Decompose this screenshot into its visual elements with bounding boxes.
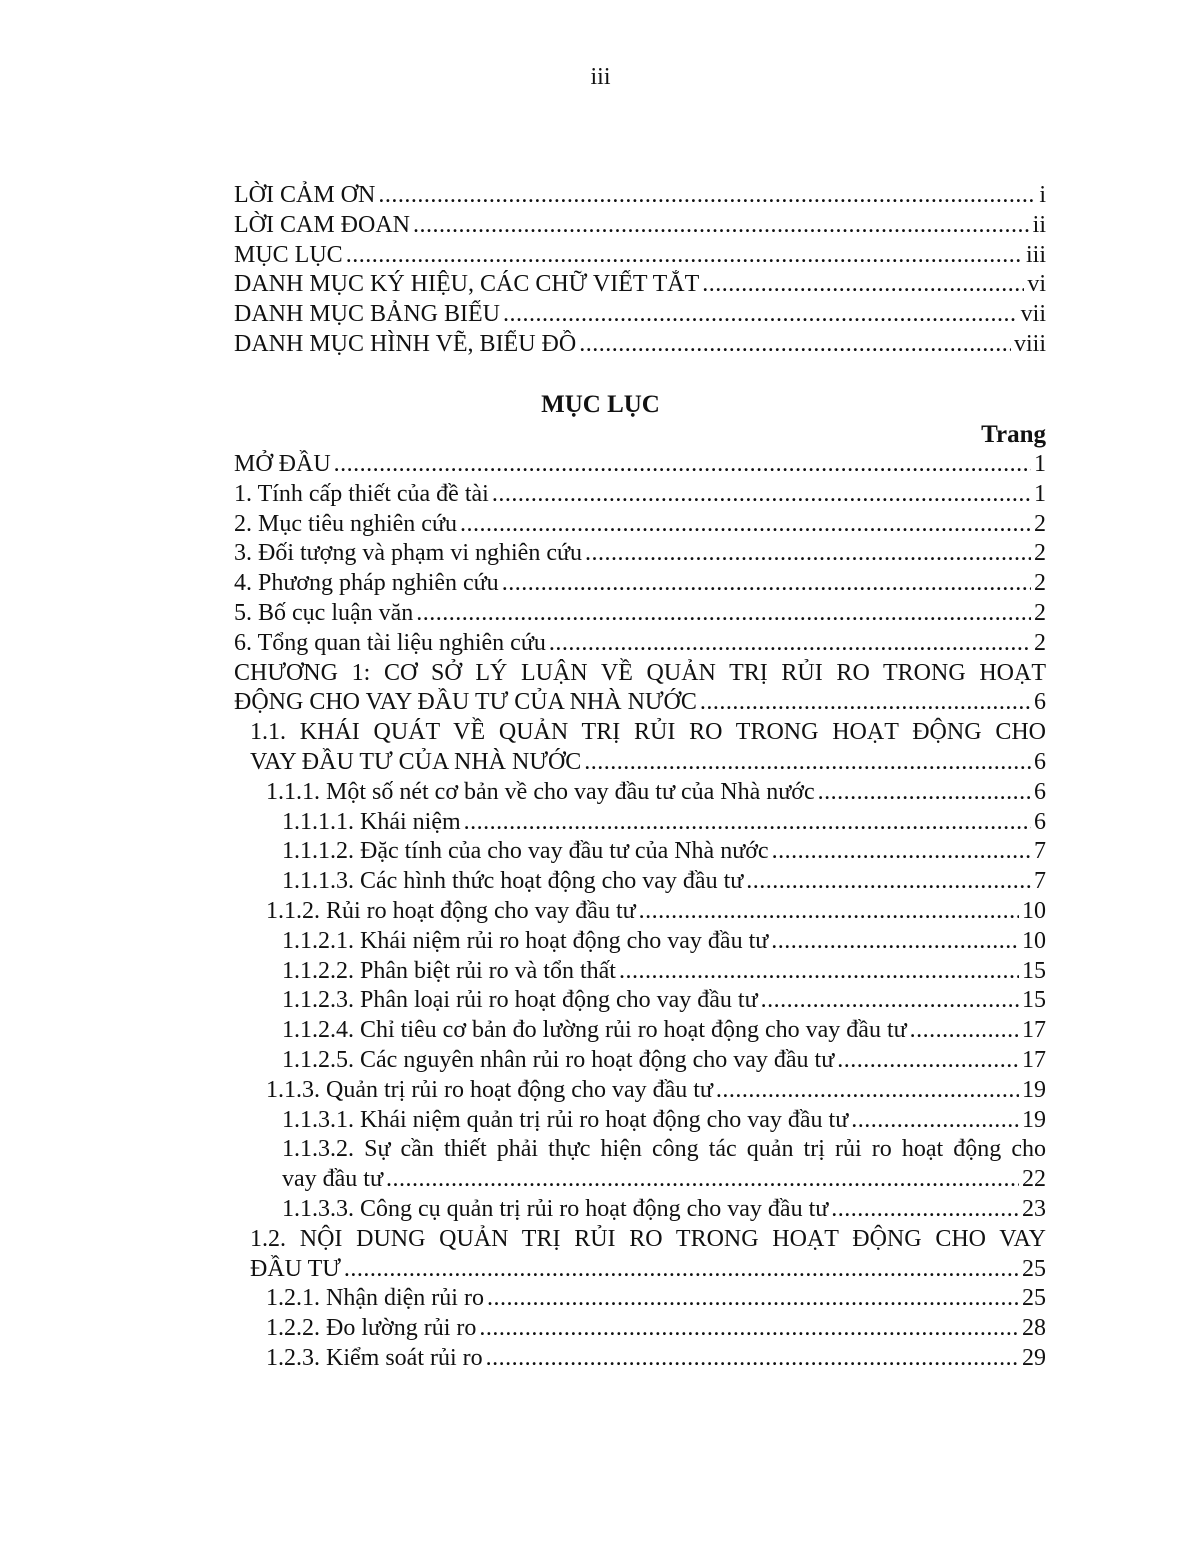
entry-page: 23	[1022, 1195, 1046, 1222]
dot-leader	[585, 539, 1031, 569]
dot-leader	[772, 837, 1031, 867]
dot-leader	[716, 1076, 1019, 1106]
entry-title: 1.1.1.1. Khái niệm	[282, 808, 461, 835]
entry-title: 1.1.2.1. Khái niệm rủi ro hoạt động cho vay đầu tư	[282, 927, 769, 954]
entry-page: 7	[1034, 868, 1046, 895]
toc-entry[interactable]	[234, 1016, 1046, 1046]
entry-title: 1.1.1.3. Các hình thức hoạt động cho vay đầu tư	[282, 868, 744, 895]
dot-leader	[334, 450, 1031, 480]
dot-leader	[584, 748, 1031, 778]
entry-page: 25	[1022, 1255, 1046, 1282]
toc-entry[interactable]	[234, 480, 1046, 510]
entry-page: 28	[1022, 1315, 1046, 1342]
dot-leader	[502, 569, 1031, 599]
entry-title: 1. Tính cấp thiết của đề tài	[234, 480, 489, 507]
entry-page: 10	[1022, 897, 1046, 924]
dot-leader	[818, 778, 1031, 808]
entry-title: MỞ ĐẦU	[234, 451, 331, 477]
entry-title: 3. Đối tượng và phạm vi nghiên cứu	[234, 540, 582, 567]
entry-page: ii	[1032, 211, 1046, 238]
entry-page: 15	[1022, 957, 1046, 984]
dot-leader	[487, 1284, 1019, 1314]
toc-entry[interactable]	[234, 241, 1046, 271]
dot-leader	[464, 808, 1031, 838]
entry-title: 1.1.2. Rủi ro hoạt động cho vay đầu tư	[266, 897, 636, 924]
toc-entry[interactable]	[234, 837, 1046, 867]
toc-entry[interactable]	[234, 1046, 1046, 1076]
entry-page: 19	[1022, 1106, 1046, 1133]
entry-title: DANH MỤC KÝ HIỆU, CÁC CHỮ VIẾT TẮT	[234, 271, 700, 298]
entry-page: 17	[1022, 1017, 1046, 1044]
entry-page: 6	[1034, 808, 1046, 835]
front-matter-list	[234, 181, 1046, 360]
dot-leader	[460, 510, 1031, 540]
toc-entry[interactable]	[234, 957, 1046, 987]
entry-title: ĐỘNG CHO VAY ĐẦU TƯ CỦA NHÀ NƯỚC	[234, 689, 697, 716]
entry-page: viii	[1013, 330, 1046, 357]
entry-title: 1.1.3.1. Khái niệm quản trị rủi ro hoạt động cho vay đầu tư	[282, 1106, 849, 1133]
toc-list	[234, 450, 1046, 1374]
dot-leader	[549, 629, 1031, 659]
entry-title: ĐẦU TƯ	[250, 1255, 341, 1282]
toc-entry[interactable]	[234, 986, 1046, 1016]
entry-title: DANH MỤC BẢNG BIỂU	[234, 301, 501, 328]
entry-page: 7	[1034, 838, 1046, 865]
dot-leader	[378, 181, 1036, 211]
toc-entry[interactable]	[234, 927, 1046, 957]
toc-entry[interactable]	[234, 688, 1046, 718]
entry-title: 1.1.1.2. Đặc tính của cho vay đầu tư của Nhà nước	[282, 838, 769, 865]
page-number: iii	[590, 64, 611, 90]
entry-title: 1.2.2. Đo lường rủi ro	[266, 1315, 477, 1342]
dot-leader	[746, 867, 1031, 897]
entry-title: 1.1.2.4. Chỉ tiêu cơ bản đo lường rủi ro hoạt động cho vay đầu tư	[282, 1017, 907, 1044]
entry-page: 10	[1022, 927, 1046, 954]
entry-title: 1.1.2.2. Phân biệt rủi ro và tổn thất	[282, 957, 616, 984]
toc-entry[interactable]	[234, 599, 1046, 629]
entry-page: 1	[1034, 480, 1046, 507]
toc-entry[interactable]	[234, 808, 1046, 838]
entry-title: 6. Tổng quan tài liệu nghiên cứu	[234, 629, 546, 656]
entry-page: iii	[1025, 241, 1046, 268]
toc-heading: MỤC LỤC	[541, 391, 660, 418]
toc-entry-line1[interactable]: 1.2. NỘI DUNG QUẢN TRỊ RỦI RO TRONG HOẠT ĐỘNG CHO VAY	[250, 1225, 1046, 1252]
entry-title: 1.2.3. Kiểm soát rủi ro	[266, 1344, 483, 1371]
dot-leader	[837, 1046, 1019, 1076]
entry-title: 1.2.1. Nhận diện rủi ro	[266, 1285, 484, 1312]
toc-entry[interactable]	[234, 897, 1046, 927]
toc-entry[interactable]	[234, 1284, 1046, 1314]
toc-entry[interactable]	[234, 1106, 1046, 1136]
entry-page: 19	[1022, 1076, 1046, 1103]
entry-page: vi	[1027, 271, 1046, 298]
entry-page: 6	[1034, 748, 1046, 775]
dot-leader	[579, 330, 1011, 360]
dot-leader	[386, 1165, 1019, 1195]
toc-entry[interactable]	[234, 569, 1046, 599]
dot-leader	[486, 1344, 1019, 1374]
toc-entry[interactable]	[234, 270, 1046, 300]
toc-entry[interactable]	[234, 748, 1046, 778]
entry-page: vii	[1020, 301, 1046, 328]
entry-title: LỜI CAM ĐOAN	[234, 211, 410, 238]
entry-page: 6	[1034, 778, 1046, 805]
toc-entry[interactable]	[234, 867, 1046, 897]
entry-page: 25	[1022, 1285, 1046, 1312]
dot-leader	[479, 1314, 1019, 1344]
toc-entry[interactable]	[234, 510, 1046, 540]
dot-leader	[503, 300, 1018, 330]
entry-title: MỤC LỤC	[234, 241, 343, 268]
entry-page: 2	[1034, 599, 1046, 626]
entry-title: vay đầu tư	[282, 1166, 383, 1193]
dot-leader	[771, 927, 1019, 957]
entry-page: 2	[1034, 570, 1046, 597]
entry-page: 2	[1034, 629, 1046, 656]
entry-title: LỜI CẢM ƠN	[234, 182, 376, 208]
toc-entry[interactable]	[234, 181, 1046, 211]
toc-entry[interactable]	[234, 1076, 1046, 1106]
dot-leader	[413, 211, 1030, 241]
entry-title: VAY ĐẦU TƯ CỦA NHÀ NƯỚC	[250, 748, 582, 775]
page-column-label: Trang	[981, 421, 1046, 448]
dot-leader	[639, 897, 1019, 927]
dot-leader	[761, 986, 1019, 1016]
entry-title: 1.1.2.3. Phân loại rủi ro hoạt động cho vay đầu tư	[282, 987, 758, 1014]
dot-leader	[910, 1016, 1019, 1046]
entry-title: 1.1.2.5. Các nguyên nhân rủi ro hoạt động cho vay đầu tư	[282, 1046, 835, 1073]
entry-page: 17	[1022, 1046, 1046, 1073]
toc-entry[interactable]	[234, 1314, 1046, 1344]
dot-leader	[416, 599, 1031, 629]
entry-page: 1	[1034, 451, 1046, 477]
toc-entry[interactable]	[234, 1195, 1046, 1225]
toc-entry[interactable]	[234, 1344, 1046, 1374]
toc-entry[interactable]	[234, 211, 1046, 241]
entry-page: 2	[1034, 510, 1046, 537]
dot-leader	[702, 270, 1024, 300]
dot-leader	[344, 1255, 1019, 1285]
entry-page: 2	[1034, 540, 1046, 567]
entry-title: 1.1.3.3. Công cụ quản trị rủi ro hoạt động cho vay đầu tư	[282, 1195, 829, 1222]
toc-entry[interactable]	[234, 300, 1046, 330]
entry-page: 6	[1034, 689, 1046, 716]
entry-title: DANH MỤC HÌNH VẼ, BIỂU ĐỒ	[234, 330, 577, 357]
entry-title: 2. Mục tiêu nghiên cứu	[234, 510, 457, 537]
toc-entry[interactable]	[234, 450, 1046, 480]
toc-entry-line1[interactable]: CHƯƠNG 1: CƠ SỞ LÝ LUẬN VỀ QUẢN TRỊ RỦI RO TRONG HOẠT	[234, 659, 1046, 686]
toc-entry[interactable]	[234, 629, 1046, 659]
entry-page: i	[1039, 182, 1046, 208]
entry-page: 22	[1022, 1166, 1046, 1193]
toc-entry[interactable]	[234, 539, 1046, 569]
toc-entry[interactable]	[234, 330, 1046, 360]
entry-title: 4. Phương pháp nghiên cứu	[234, 570, 499, 597]
entry-title: 1.1.1. Một số nét cơ bản về cho vay đầu tư của Nhà nước	[266, 778, 815, 805]
toc-entry[interactable]	[234, 778, 1046, 808]
dot-leader	[619, 957, 1019, 987]
toc-entry[interactable]	[234, 1165, 1046, 1195]
dot-leader	[831, 1195, 1019, 1225]
dot-leader	[492, 480, 1031, 510]
entry-title: 1.1.3. Quản trị rủi ro hoạt động cho vay đầu tư	[266, 1076, 713, 1103]
dot-leader	[346, 241, 1023, 271]
entry-page: 15	[1022, 987, 1046, 1014]
entry-page: 29	[1022, 1344, 1046, 1371]
toc-entry[interactable]	[234, 1255, 1046, 1285]
toc-entry-line1[interactable]: 1.1. KHÁI QUÁT VỀ QUẢN TRỊ RỦI RO TRONG HOẠT ĐỘNG CHO	[250, 719, 1046, 746]
dot-leader	[851, 1106, 1019, 1136]
dot-leader	[700, 688, 1031, 718]
toc-entry-line1[interactable]: 1.1.3.2. Sự cần thiết phải thực hiện công tác quản trị rủi ro hoạt động cho	[282, 1136, 1046, 1163]
entry-title: 5. Bố cục luận văn	[234, 599, 414, 626]
